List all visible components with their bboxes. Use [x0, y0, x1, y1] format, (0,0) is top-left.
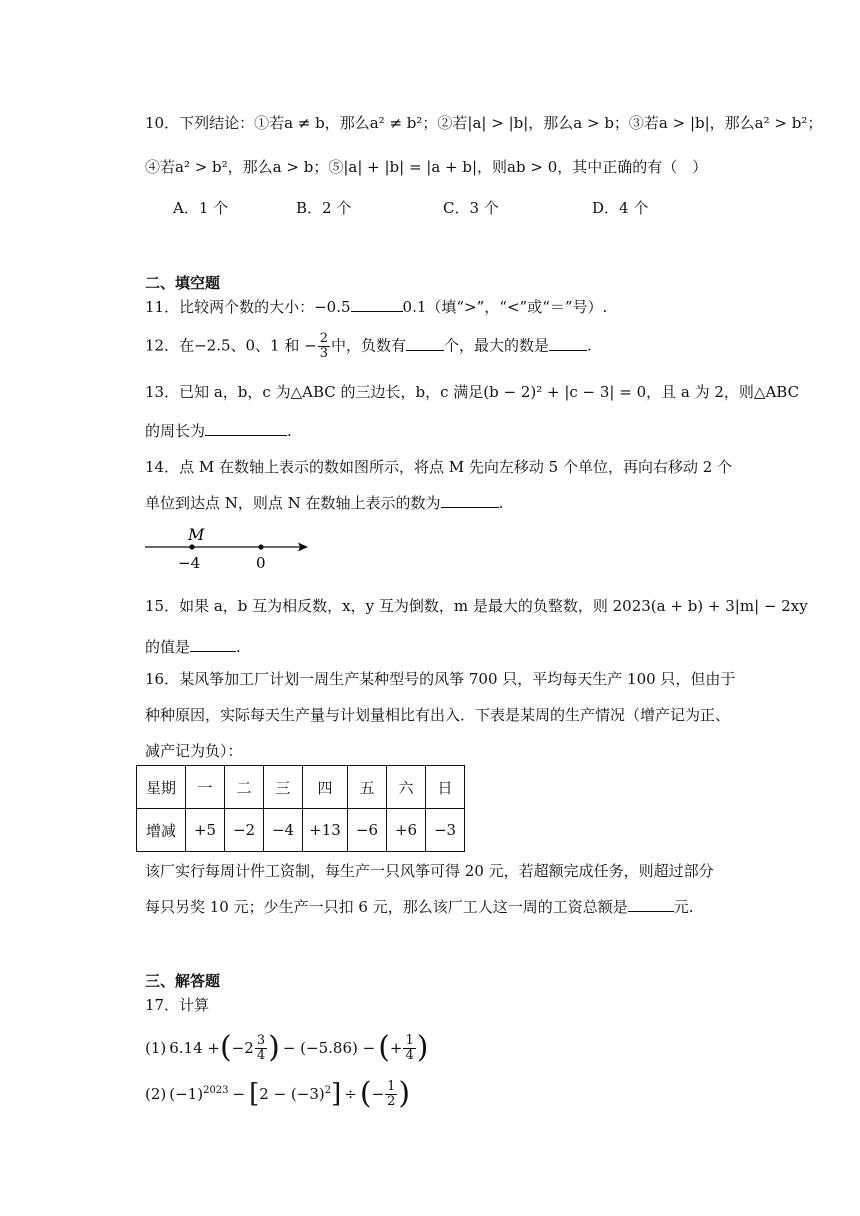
q17-p2-exponent: 2023: [203, 1085, 229, 1096]
q13-line1: 13．已知 a，b，c 为△ABC 的三边长，b，c 满足(b − 2)² + |c − 3| = 0，且 a 为 2，则△ABC: [145, 383, 800, 401]
frac-num: 1: [405, 1032, 414, 1048]
table-header-cell: 五: [348, 766, 387, 809]
table-cell: −4: [264, 809, 303, 852]
q12-frac-den: 3: [319, 346, 329, 361]
q11: [145, 296, 607, 318]
q15-end: .: [236, 638, 241, 656]
q13-end: .: [287, 422, 292, 440]
table-cell: −6: [348, 809, 387, 852]
q14-line1: 14．点 M 在数轴上表示的数如图所示，将点 M 先向左移动 5 个单位，再向右移动 2 个: [145, 458, 733, 476]
frac-den: 4: [405, 1047, 414, 1063]
point-zero-dot: [258, 544, 263, 549]
q11-answer-blank[interactable]: [351, 297, 403, 312]
table-header-cell: 六: [387, 766, 426, 809]
frac-den: 4: [256, 1047, 266, 1063]
right-bracket: ]: [331, 1079, 342, 1109]
section-title-solve: 三、解答题: [145, 972, 221, 990]
q16-line4: 该厂实行每周计件工资制，每生产一只风筝可得 20 元，若超额完成任务，则超过部分: [145, 862, 714, 880]
table-cell: 增减: [137, 809, 186, 852]
point-m-dot: [189, 544, 194, 549]
frac-num: 3: [256, 1032, 266, 1048]
left-paren: (: [359, 1076, 372, 1111]
q17-part2: [145, 1074, 410, 1114]
table-cell: −2: [225, 809, 264, 852]
table-row: [137, 809, 465, 852]
q12: 12．在−2.5、0、1 和 − $\frac{2}{3}$ 中，负数有 个，最大的数是 .: [145, 331, 592, 361]
production-table: [136, 765, 465, 852]
table-cell: +13: [303, 809, 348, 852]
q12-fraction: [318, 332, 330, 361]
q16-line1: 16．某风筝加工厂计划一周生产某种型号的风筝 700 只，平均每天生产 100 只，但由于: [145, 670, 736, 688]
q10-option-c[interactable]: C．3 个: [443, 199, 499, 217]
q10-line2: ④若a² > b²，那么a > b；⑤|a| + |b| = |a + b|，则ab > 0，其中正确的有（ ）: [145, 158, 708, 176]
left-paren: (: [220, 1030, 232, 1065]
table-cell: −3: [426, 809, 465, 852]
q14-line2: [145, 492, 503, 514]
q12-blank-count[interactable]: [406, 336, 444, 351]
q17-p1-term2: − (−5.86) −: [282, 1039, 376, 1057]
q11-prefix: 11．比较两个数的大小：: [145, 298, 315, 316]
q11-a: −0.5: [314, 298, 351, 316]
q16-line3: 减产记为负）：: [145, 742, 243, 760]
q17-p1-fraction: [403, 1034, 415, 1063]
q12-frac-num: 2: [319, 331, 329, 346]
frac-num: 1: [387, 1078, 396, 1094]
q17-p2-sign: −: [371, 1085, 385, 1103]
table-header-cell: 日: [426, 766, 465, 809]
q12-middle: 中，负数有: [331, 336, 407, 355]
q12-blank-max[interactable]: [549, 336, 587, 351]
q12-end: .: [587, 336, 592, 355]
q12-mid2: 个，最大的数是: [444, 336, 550, 355]
q16-answer-blank[interactable]: [628, 897, 674, 912]
q15-line2-text: 的值是: [145, 638, 191, 656]
q10-option-d[interactable]: D．4 个: [592, 199, 649, 217]
table-header-cell: 四: [303, 766, 348, 809]
q17-p2-divide: ÷: [344, 1085, 357, 1103]
q11-suffix: （填“>”，“<”或“＝”号）.: [426, 298, 608, 316]
section-title-fill-blank: 二、填空题: [145, 274, 221, 292]
tick-label-0: 0: [256, 554, 266, 572]
right-paren: ): [398, 1076, 411, 1111]
q13-line2: [145, 420, 292, 442]
tick-label-neg4: −4: [178, 554, 201, 572]
table-header-cell: 星期: [137, 766, 186, 809]
q17-p1-sign: +: [389, 1039, 403, 1057]
left-bracket: [: [249, 1079, 260, 1109]
q16-line2: 种种原因，实际每天生产量与计划量相比有出入．下表是某周的生产情况（增产记为正、: [145, 706, 731, 724]
right-paren: ): [268, 1030, 280, 1065]
q15-answer-blank[interactable]: [190, 637, 236, 652]
table-row: [137, 766, 465, 809]
frac-den: 2: [387, 1093, 396, 1109]
table-header-cell: 三: [264, 766, 303, 809]
q15-line1: 15．如果 a，b 互为相反数，x，y 互为倒数，m 是最大的负整数，则 2023(a + b) + 3|m| − 2xy: [145, 597, 808, 615]
table-cell: +6: [387, 809, 426, 852]
q12-prefix: 12．在−2.5、0、1 和: [145, 336, 300, 355]
q17-p2-minus: −: [232, 1085, 246, 1103]
q10-option-b[interactable]: B．2 个: [296, 199, 352, 217]
q13-line2-text: 的周长为: [145, 422, 206, 440]
q16-line5: [145, 896, 694, 918]
number-line-figure: [140, 520, 320, 572]
q17-p2-base: (−1): [169, 1085, 204, 1103]
table-cell: +5: [186, 809, 225, 852]
q14-end: .: [498, 494, 504, 512]
q17-p2-inner: 2 − (−3): [259, 1085, 325, 1103]
q17-p2-label: (2): [145, 1085, 167, 1103]
q11-b: 0.1: [402, 298, 427, 316]
q15-line2: [145, 636, 241, 658]
table-header-cell: 二: [225, 766, 264, 809]
left-paren: (: [378, 1030, 390, 1065]
q16-line5-text: 每只另奖 10 元；少生产一只扣 6 元，那么该厂工人这一周的工资总额是: [145, 898, 628, 916]
q17-p1-mixed-whole: −2: [231, 1039, 254, 1057]
q10-line1: 10．下列结论：①若a ≠ b，那么a² ≠ b²；②若|a| > |b|，那么a > b；③若a > |b|，那么a² > b²；: [145, 114, 823, 132]
q10-option-a[interactable]: A．1 个: [173, 199, 229, 217]
q13-answer-blank[interactable]: [205, 421, 287, 436]
q17-title: 17．计算: [145, 996, 210, 1014]
point-m-label: M: [188, 525, 205, 544]
q17-p2-fraction: [385, 1080, 397, 1109]
q17-part1: [145, 1030, 428, 1066]
right-paren: ): [416, 1030, 429, 1065]
table-header-cell: 一: [186, 766, 225, 809]
q16-end: 元.: [673, 898, 694, 916]
q17-p1-term1: 6.14 +: [169, 1039, 220, 1057]
q17-p1-mixed-fraction: [255, 1034, 267, 1063]
q14-line2-text: 单位到达点 N，则点 N 在数轴上表示的数为: [145, 494, 441, 512]
q17-p2-inner-exponent: 2: [324, 1085, 332, 1096]
q14-answer-blank[interactable]: [441, 493, 499, 508]
q17-p1-label: (1): [145, 1039, 167, 1057]
